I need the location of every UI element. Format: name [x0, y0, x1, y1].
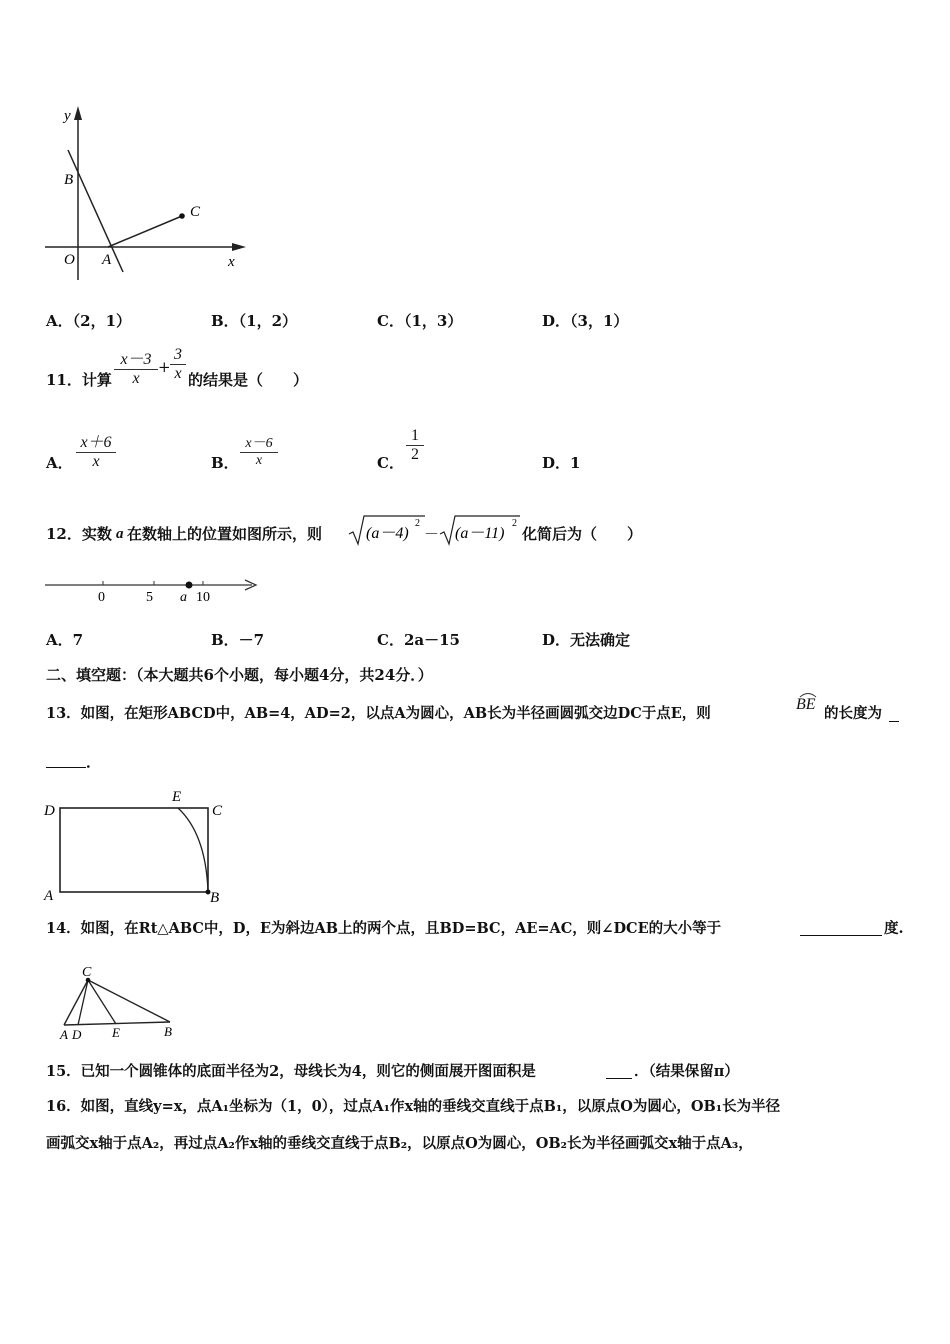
label-x: x: [228, 254, 235, 270]
fig14-label-b: B: [164, 1024, 172, 1039]
point-c: [179, 213, 185, 219]
q11-option-c-fraction: [406, 427, 424, 464]
fig13-label-a: A: [44, 888, 54, 904]
q12-suffix: 化简后为（ ）: [522, 525, 643, 543]
q11-option-c-denominator: 2: [411, 446, 419, 463]
q11-prefix: 11．计算: [46, 371, 112, 389]
q11-option-b-label: B．: [211, 454, 239, 472]
q11-option-b-denominator: x: [255, 453, 263, 468]
rectangle-abcd: [60, 808, 208, 892]
side-ca: [64, 980, 88, 1025]
q13-text: 13．如图，在矩形ABCD中，AB=4，AD=2，以点A为圆心，AB长为半径画圆弧交边DC于点E，则: [46, 705, 711, 722]
q12-radicand-2: (a－11): [455, 525, 505, 542]
label-o: O: [64, 252, 75, 268]
tick-label-a: a: [180, 590, 187, 605]
q11-frac1-numerator: x－3: [114, 346, 158, 370]
q14-text: 14．如图，在Rt△ABC中，D，E为斜边AB上的两个点，且BD=BC，AE=AC，则∠DCE的大小等于: [46, 920, 722, 937]
q11-frac2-numerator: 3: [170, 346, 186, 365]
q15-text: 15．已知一个圆锥体的底面半径为2，母线长为4，则它的侧面展开图面积是: [46, 1063, 536, 1080]
q12-option-c: C．2a－15: [377, 631, 460, 649]
q11-option-a-numerator: x＋6: [76, 429, 116, 453]
q12-exponent-1: 2: [415, 518, 420, 529]
x-axis-arrow-icon: [232, 243, 246, 251]
q15-answer-blank: [606, 1078, 632, 1079]
q14-suffix: 度.: [884, 920, 904, 937]
q12-mid: 在数轴上的位置如图所示，则: [127, 525, 323, 543]
q13-answer-blank-part1: [889, 721, 899, 722]
q11-plus: +: [158, 358, 171, 376]
q12-prefix: 12．实数: [46, 525, 112, 543]
fig13-label-b: B: [210, 890, 220, 904]
q13-arc-label: BE: [796, 696, 816, 713]
q11-fraction-2: [170, 346, 186, 383]
fig14-label-c: C: [82, 965, 92, 980]
fig14-label-a: A: [60, 1027, 68, 1042]
label-a: A: [102, 252, 112, 268]
q13-end: ．: [86, 753, 102, 771]
q12-radical-2: [438, 512, 522, 548]
q10-coordinate-graph: [40, 100, 255, 285]
line-ba: [68, 150, 123, 272]
q12-option-a: A．7: [46, 631, 84, 649]
q12-option-b: B．－7: [211, 631, 265, 649]
q12-radicand-1: (a－4): [366, 525, 409, 542]
q15-suffix: ．（结果保留π）: [634, 1063, 739, 1080]
q12-radical-1: [347, 512, 427, 548]
q11-fraction-1: [114, 346, 158, 388]
q13-rectangle-figure: [40, 784, 230, 904]
q13-answer-blank-part2: [46, 767, 86, 768]
arc-be: [178, 808, 208, 892]
q11-option-a-fraction: [76, 429, 116, 471]
q11-option-a-label: A．: [46, 454, 73, 472]
tick-label-0: 0: [98, 590, 105, 605]
q14-triangle-figure: [54, 962, 184, 1042]
fig14-label-d: D: [72, 1027, 82, 1042]
q12-number-line: [40, 574, 265, 606]
fig13-label-c: C: [212, 803, 223, 819]
q11-frac1-denominator: x: [132, 370, 140, 387]
label-y: y: [64, 108, 71, 124]
q13-suffix: 的长度为: [824, 705, 882, 722]
q14-answer-blank: [800, 935, 882, 936]
fig14-label-e: E: [112, 1025, 120, 1040]
q11-option-b-numerator: x－6: [240, 432, 278, 453]
q10-option-a: A．（2，1）: [46, 312, 132, 330]
q12-variable-a: a: [116, 526, 124, 542]
section-heading: 二、填空题：（本大题共6个小题，每小题4分，共24分．）: [46, 666, 433, 684]
q11-option-c-label: C．: [377, 454, 404, 472]
q10-option-c: C．（1，3）: [377, 312, 463, 330]
q16-line-2: 画弧交x轴于点A₂，再过点A₂作x轴的垂线交直线于点B₂，以原点O为圆心，OB₂长为半径画弧交x轴于点A₃，: [46, 1135, 753, 1152]
q16-line-1: 16．如图，直线y=x，点A₁坐标为（1，0），过点A₁作x轴的垂线交直线于点B₁，以原点O为圆心，OB₁长为半径: [46, 1098, 781, 1115]
q12-minus: －: [424, 525, 440, 543]
fig13-label-d: D: [44, 803, 55, 819]
fig13-label-e: E: [172, 789, 182, 805]
q10-option-d: D．（3，1）: [542, 312, 629, 330]
label-b: B: [64, 172, 74, 188]
q12-option-d: D．无法确定: [542, 631, 631, 649]
q11-suffix: 的结果是（ ）: [188, 371, 309, 389]
q12-exponent-2: 2: [512, 518, 517, 529]
q11-option-b-fraction: [240, 432, 278, 469]
segment-ac: [108, 216, 182, 247]
segment-cd: [78, 980, 88, 1025]
point-a: [186, 582, 193, 589]
tick-label-10: 10: [196, 590, 210, 605]
y-axis-arrow-icon: [74, 106, 82, 120]
q13-arc-notation: [796, 688, 822, 718]
label-c: C: [190, 204, 201, 220]
side-cb: [88, 980, 170, 1022]
q11-option-c-numerator: 1: [406, 427, 424, 446]
q11-option-a-denominator: x: [92, 453, 100, 470]
tick-label-5: 5: [146, 590, 153, 605]
q11-option-d: D．1: [542, 454, 581, 472]
q11-frac2-denominator: x: [174, 365, 182, 382]
q10-option-b: B．（1，2）: [211, 312, 298, 330]
